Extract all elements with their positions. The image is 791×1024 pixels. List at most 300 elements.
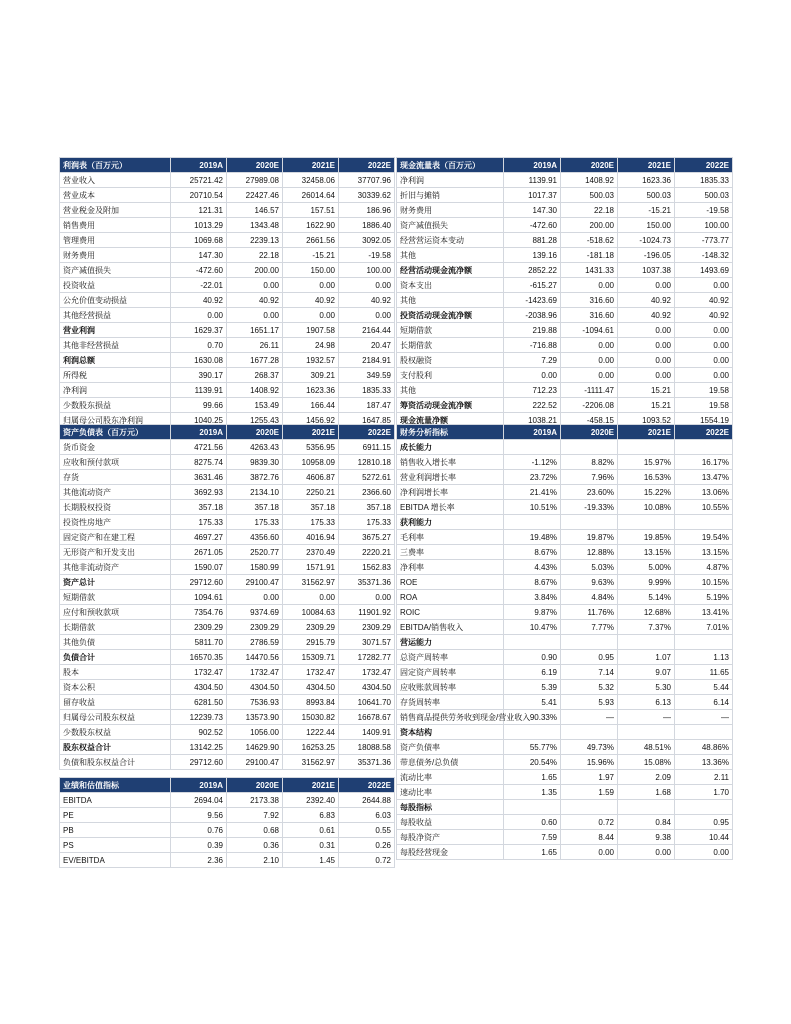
- table-row: [397, 635, 733, 650]
- row-value: 146.57: [227, 203, 283, 218]
- row-label: 资本公积: [60, 680, 171, 695]
- row-value: [504, 800, 561, 815]
- table-row: [397, 740, 733, 755]
- row-value: 10.15%: [675, 575, 733, 590]
- table-row: [60, 725, 395, 740]
- row-value: 100.00: [675, 218, 733, 233]
- row-value: 10.47%: [504, 620, 561, 635]
- table-row: [397, 203, 733, 218]
- row-value: 10.55%: [675, 500, 733, 515]
- table-row: [397, 665, 733, 680]
- table-title: 财务分析指标: [397, 425, 504, 440]
- row-value: 0.00: [504, 368, 561, 383]
- row-value: 1013.29: [171, 218, 227, 233]
- row-value: 10.44: [675, 830, 733, 845]
- row-value: 9.07: [618, 665, 675, 680]
- row-value: 2.10: [227, 853, 283, 868]
- year-header: 2019A: [504, 425, 561, 440]
- row-value: 31562.97: [283, 755, 339, 770]
- table-row: [397, 650, 733, 665]
- row-value: -458.15: [561, 413, 618, 428]
- row-label: EBITDA/销售收入: [397, 620, 504, 635]
- row-value: 4304.50: [339, 680, 395, 695]
- row-value: 20.54%: [504, 755, 561, 770]
- row-value: 0.84: [618, 815, 675, 830]
- row-label: 应收账款周转率: [397, 680, 504, 695]
- row-label: 获利能力: [397, 515, 504, 530]
- table-row: [60, 620, 395, 635]
- row-value: 2309.29: [283, 620, 339, 635]
- row-value: 4304.50: [227, 680, 283, 695]
- row-value: 0.00: [561, 368, 618, 383]
- row-value: [618, 800, 675, 815]
- row-label: 经营营运资本变动: [397, 233, 504, 248]
- row-value: -1094.61: [561, 323, 618, 338]
- table-row: [60, 808, 395, 823]
- row-value: 1571.91: [283, 560, 339, 575]
- row-label: 营业利润: [60, 323, 171, 338]
- row-value: -1423.69: [504, 293, 561, 308]
- year-header: 2020E: [561, 158, 618, 173]
- row-label: 少数股东损益: [60, 398, 171, 413]
- row-value: [618, 515, 675, 530]
- row-value: [561, 440, 618, 455]
- row-value: 7.59: [504, 830, 561, 845]
- row-value: 23.72%: [504, 470, 561, 485]
- row-value: 5.41: [504, 695, 561, 710]
- table-row: [397, 500, 733, 515]
- table-row: [60, 440, 395, 455]
- row-value: 1037.38: [618, 263, 675, 278]
- row-value: [675, 440, 733, 455]
- row-value: 13.36%: [675, 755, 733, 770]
- table-header-row: [60, 778, 395, 793]
- row-value: 3092.05: [339, 233, 395, 248]
- year-header: 2022E: [339, 158, 395, 173]
- row-value: 8.67%: [504, 545, 561, 560]
- row-label: 存货周转率: [397, 695, 504, 710]
- row-value: 15.97%: [618, 455, 675, 470]
- row-value: 29100.47: [227, 575, 283, 590]
- row-value: 2520.77: [227, 545, 283, 560]
- row-value: 29712.60: [171, 575, 227, 590]
- row-value: 6281.50: [171, 695, 227, 710]
- row-value: 4016.94: [283, 530, 339, 545]
- row-value: 6.83: [283, 808, 339, 823]
- row-label: 毛利率: [397, 530, 504, 545]
- year-header: 2019A: [171, 425, 227, 440]
- row-label: 每股经营现金: [397, 845, 504, 860]
- table-header-row: [397, 158, 733, 173]
- row-value: 4263.43: [227, 440, 283, 455]
- row-value: 157.51: [283, 203, 339, 218]
- table-right-2: [396, 424, 733, 860]
- table-row: [397, 218, 733, 233]
- row-value: 1.35: [504, 785, 561, 800]
- row-value: 7.96%: [561, 470, 618, 485]
- row-value: 0.00: [618, 338, 675, 353]
- row-value: 9.56: [171, 808, 227, 823]
- row-value: 2164.44: [339, 323, 395, 338]
- row-value: 7536.93: [227, 695, 283, 710]
- row-value: -716.88: [504, 338, 561, 353]
- row-value: 1056.00: [227, 725, 283, 740]
- row-value: 1732.47: [171, 665, 227, 680]
- row-value: 6.03: [339, 808, 395, 823]
- row-label: 每股收益: [397, 815, 504, 830]
- table-row: [60, 368, 395, 383]
- row-value: [561, 725, 618, 740]
- row-value: 18088.58: [339, 740, 395, 755]
- row-value: 0.00: [227, 590, 283, 605]
- row-value: 2309.29: [339, 620, 395, 635]
- table-row: [60, 248, 395, 263]
- row-value: 3631.46: [171, 470, 227, 485]
- row-value: 0.90: [504, 650, 561, 665]
- row-value: 0.39: [171, 838, 227, 853]
- row-value: 4.87%: [675, 560, 733, 575]
- row-label: ROA: [397, 590, 504, 605]
- row-value: 12810.18: [339, 455, 395, 470]
- year-header: 2022E: [339, 425, 395, 440]
- row-value: 2915.79: [283, 635, 339, 650]
- row-value: 99.66: [171, 398, 227, 413]
- row-value: 150.00: [618, 218, 675, 233]
- row-value: -1111.47: [561, 383, 618, 398]
- row-value: 150.00: [283, 263, 339, 278]
- row-value: 4721.56: [171, 440, 227, 455]
- table-header-row: [60, 158, 395, 173]
- row-value: 10.08%: [618, 500, 675, 515]
- row-value: 186.96: [339, 203, 395, 218]
- table-row: [60, 755, 395, 770]
- row-value: 21.41%: [504, 485, 561, 500]
- row-value: 187.47: [339, 398, 395, 413]
- table-row: [60, 635, 395, 650]
- row-value: 5.39: [504, 680, 561, 695]
- row-value: [504, 635, 561, 650]
- row-value: 8993.84: [283, 695, 339, 710]
- row-value: 712.23: [504, 383, 561, 398]
- row-value: 13.41%: [675, 605, 733, 620]
- row-value: 19.48%: [504, 530, 561, 545]
- row-value: 2134.10: [227, 485, 283, 500]
- row-label: 负债和股东权益合计: [60, 755, 171, 770]
- row-value: -773.77: [675, 233, 733, 248]
- row-value: 24.98: [283, 338, 339, 353]
- row-value: 9.38: [618, 830, 675, 845]
- row-value: 90.33%: [504, 710, 561, 725]
- row-value: 147.30: [504, 203, 561, 218]
- year-header: 2022E: [339, 778, 395, 793]
- row-label: 无形资产和开发支出: [60, 545, 171, 560]
- row-value: 1835.33: [675, 173, 733, 188]
- row-value: 0.00: [283, 590, 339, 605]
- table-row: [60, 650, 395, 665]
- table-title: 业绩和估值指标: [60, 778, 171, 793]
- row-value: 4697.27: [171, 530, 227, 545]
- row-value: 12.88%: [561, 545, 618, 560]
- row-value: -15.21: [283, 248, 339, 263]
- row-label: 少数股东权益: [60, 725, 171, 740]
- table-row: [60, 680, 395, 695]
- row-value: 902.52: [171, 725, 227, 740]
- row-value: —: [618, 710, 675, 725]
- table-row: [397, 398, 733, 413]
- row-value: 4356.60: [227, 530, 283, 545]
- table-row: [397, 815, 733, 830]
- row-value: 357.18: [339, 500, 395, 515]
- row-value: 2220.21: [339, 545, 395, 560]
- table-row: [397, 293, 733, 308]
- row-value: -518.62: [561, 233, 618, 248]
- row-value: 49.73%: [561, 740, 618, 755]
- row-label: 其他非流动资产: [60, 560, 171, 575]
- row-value: 0.61: [283, 823, 339, 838]
- table-row: [397, 383, 733, 398]
- row-label: 带息债务/总负债: [397, 755, 504, 770]
- row-label: EV/EBITDA: [60, 853, 171, 868]
- row-value: 40.92: [675, 308, 733, 323]
- row-value: 48.86%: [675, 740, 733, 755]
- row-label: 支付股利: [397, 368, 504, 383]
- row-value: 22.18: [227, 248, 283, 263]
- table-row: [397, 263, 733, 278]
- table-row: [397, 233, 733, 248]
- row-label: 股东权益合计: [60, 740, 171, 755]
- row-value: 2.09: [618, 770, 675, 785]
- row-value: [618, 725, 675, 740]
- table-row: [397, 353, 733, 368]
- row-value: 19.85%: [618, 530, 675, 545]
- row-value: 1.68: [618, 785, 675, 800]
- row-value: 2.36: [171, 853, 227, 868]
- row-label: 销售费用: [60, 218, 171, 233]
- table-row: [60, 218, 395, 233]
- row-value: 0.00: [618, 278, 675, 293]
- row-value: 32458.06: [283, 173, 339, 188]
- row-value: 40.92: [618, 293, 675, 308]
- row-value: 22427.46: [227, 188, 283, 203]
- row-value: 5.93: [561, 695, 618, 710]
- row-value: 37707.96: [339, 173, 395, 188]
- row-value: 10.51%: [504, 500, 561, 515]
- table-row: [60, 838, 395, 853]
- row-value: 0.00: [561, 845, 618, 860]
- row-value: 500.03: [675, 188, 733, 203]
- row-value: 1554.19: [675, 413, 733, 428]
- row-label: 营业利润增长率: [397, 470, 504, 485]
- row-value: 29712.60: [171, 755, 227, 770]
- row-value: 0.68: [227, 823, 283, 838]
- year-header: 2021E: [618, 158, 675, 173]
- row-value: 0.00: [227, 308, 283, 323]
- row-value: 2.11: [675, 770, 733, 785]
- table-row: [60, 823, 395, 838]
- row-value: 500.03: [618, 188, 675, 203]
- row-value: 35371.36: [339, 755, 395, 770]
- row-value: 13.15%: [618, 545, 675, 560]
- row-value: 1580.99: [227, 560, 283, 575]
- row-label: 应付和预收款项: [60, 605, 171, 620]
- table-row: [60, 740, 395, 755]
- year-header: 2021E: [283, 158, 339, 173]
- table-row: [397, 173, 733, 188]
- row-label: 投资性房地产: [60, 515, 171, 530]
- row-value: -148.32: [675, 248, 733, 263]
- row-value: -615.27: [504, 278, 561, 293]
- row-value: 23.60%: [561, 485, 618, 500]
- row-value: 139.16: [504, 248, 561, 263]
- table-row: [60, 545, 395, 560]
- row-value: 6.13: [618, 695, 675, 710]
- row-value: 15.96%: [561, 755, 618, 770]
- row-value: 0.00: [618, 353, 675, 368]
- row-label: 所得税: [60, 368, 171, 383]
- row-value: 357.18: [227, 500, 283, 515]
- table-row: [60, 278, 395, 293]
- row-label: PS: [60, 838, 171, 853]
- table-row: [60, 500, 395, 515]
- row-value: 5.32: [561, 680, 618, 695]
- row-value: 6911.15: [339, 440, 395, 455]
- row-value: 500.03: [561, 188, 618, 203]
- row-label: 折旧与摊销: [397, 188, 504, 203]
- row-value: 9.63%: [561, 575, 618, 590]
- table-row: [397, 605, 733, 620]
- row-value: 4304.50: [283, 680, 339, 695]
- row-value: [618, 635, 675, 650]
- row-value: [504, 725, 561, 740]
- row-label: 资产负债率: [397, 740, 504, 755]
- row-value: 16570.35: [171, 650, 227, 665]
- row-value: 1017.37: [504, 188, 561, 203]
- row-value: 30339.62: [339, 188, 395, 203]
- row-label: 资产减值损失: [397, 218, 504, 233]
- row-value: 0.00: [339, 308, 395, 323]
- row-value: 16.53%: [618, 470, 675, 485]
- row-value: 0.00: [675, 338, 733, 353]
- row-label: PB: [60, 823, 171, 838]
- row-value: 10641.70: [339, 695, 395, 710]
- row-value: 16.17%: [675, 455, 733, 470]
- row-label: 每股净资产: [397, 830, 504, 845]
- row-label: 公允价值变动损益: [60, 293, 171, 308]
- row-value: 0.00: [618, 323, 675, 338]
- row-value: 5.00%: [618, 560, 675, 575]
- row-value: 11901.92: [339, 605, 395, 620]
- row-value: 1040.25: [171, 413, 227, 428]
- row-label: 净利润: [397, 173, 504, 188]
- row-label: 成长能力: [397, 440, 504, 455]
- row-value: 19.58: [675, 383, 733, 398]
- row-label: EBITDA 增长率: [397, 500, 504, 515]
- row-value: 20710.54: [171, 188, 227, 203]
- row-label: 其他: [397, 293, 504, 308]
- row-label: 销售收入增长率: [397, 455, 504, 470]
- row-label: 经营活动现金流净额: [397, 263, 504, 278]
- row-value: 166.44: [283, 398, 339, 413]
- row-value: 17282.77: [339, 650, 395, 665]
- row-value: 1.07: [618, 650, 675, 665]
- table-row: [397, 845, 733, 860]
- row-label: ROE: [397, 575, 504, 590]
- table-row: [60, 203, 395, 218]
- table-row: [397, 440, 733, 455]
- table-row: [397, 368, 733, 383]
- row-label: 筹资活动现金流净额: [397, 398, 504, 413]
- row-value: 1835.33: [339, 383, 395, 398]
- row-label: 营业成本: [60, 188, 171, 203]
- row-value: 175.33: [283, 515, 339, 530]
- row-value: 147.30: [171, 248, 227, 263]
- row-value: [561, 635, 618, 650]
- year-header: 2022E: [675, 158, 733, 173]
- row-label: 净利润增长率: [397, 485, 504, 500]
- row-label: 其他流动资产: [60, 485, 171, 500]
- row-value: 1408.92: [227, 383, 283, 398]
- row-label: 资本结构: [397, 725, 504, 740]
- row-value: 4.84%: [561, 590, 618, 605]
- row-value: 1677.28: [227, 353, 283, 368]
- row-value: 29100.47: [227, 755, 283, 770]
- table-row: [60, 338, 395, 353]
- table-row: [397, 710, 733, 725]
- row-value: 1630.08: [171, 353, 227, 368]
- row-label: 营运能力: [397, 635, 504, 650]
- row-value: 1038.21: [504, 413, 561, 428]
- row-value: 2239.13: [227, 233, 283, 248]
- row-value: 1139.91: [504, 173, 561, 188]
- row-value: 0.00: [618, 368, 675, 383]
- row-value: 11.76%: [561, 605, 618, 620]
- row-value: [675, 515, 733, 530]
- row-value: 2661.56: [283, 233, 339, 248]
- row-value: 8.82%: [561, 455, 618, 470]
- row-label: 速动比率: [397, 785, 504, 800]
- table-row: [60, 263, 395, 278]
- table-row: [60, 293, 395, 308]
- row-value: 175.33: [227, 515, 283, 530]
- table-header-row: [60, 425, 395, 440]
- row-value: 1431.33: [561, 263, 618, 278]
- row-value: 349.59: [339, 368, 395, 383]
- table-row: [60, 173, 395, 188]
- table-row: [60, 455, 395, 470]
- row-label: 其他非经营损益: [60, 338, 171, 353]
- row-value: -2038.96: [504, 308, 561, 323]
- row-value: —: [675, 710, 733, 725]
- row-label: 投资收益: [60, 278, 171, 293]
- row-value: 2786.59: [227, 635, 283, 650]
- row-value: 200.00: [561, 218, 618, 233]
- row-label: 应收和预付款项: [60, 455, 171, 470]
- row-value: 4.43%: [504, 560, 561, 575]
- row-value: -22.01: [171, 278, 227, 293]
- row-value: 222.52: [504, 398, 561, 413]
- row-label: 其他经营损益: [60, 308, 171, 323]
- table-row: [397, 590, 733, 605]
- row-value: 9.87%: [504, 605, 561, 620]
- row-value: 0.00: [339, 278, 395, 293]
- row-value: 0.76: [171, 823, 227, 838]
- row-value: 0.70: [171, 338, 227, 353]
- row-value: 10958.09: [283, 455, 339, 470]
- year-header: 2019A: [171, 158, 227, 173]
- row-label: 净利率: [397, 560, 504, 575]
- table-row: [60, 470, 395, 485]
- row-value: 0.00: [339, 590, 395, 605]
